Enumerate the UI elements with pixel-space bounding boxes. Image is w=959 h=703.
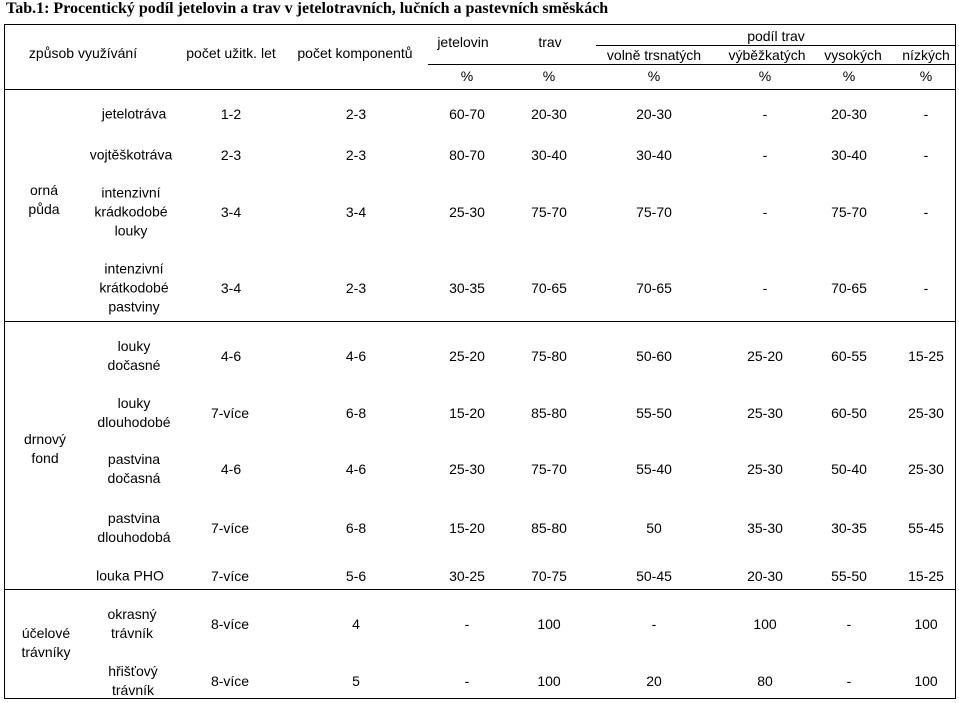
header-use: způsob využívání	[28, 45, 138, 61]
cell-clover: 60-70	[449, 106, 485, 122]
cell-tall: 30-35	[831, 520, 867, 536]
header-years: počet užitk. let	[186, 45, 276, 61]
cell-runner: 25-30	[747, 405, 783, 421]
cell-runner: -	[762, 204, 768, 220]
cell-grass: 85-80	[531, 405, 567, 421]
cell-grass: 85-80	[531, 520, 567, 536]
cell-grass: 30-40	[531, 147, 567, 163]
cell-years: 7-více	[210, 568, 250, 584]
row-name: louky dočasné	[107, 338, 161, 373]
cell-years: 8-více	[210, 616, 250, 632]
row-name: jetelotráva	[101, 105, 167, 122]
unit-grass: %	[542, 68, 556, 84]
row-name: vojtěškotráva	[89, 146, 173, 163]
cell-grass: 100	[537, 616, 561, 632]
cell-tall: 20-30	[831, 106, 867, 122]
unit-loose: %	[647, 68, 661, 84]
cell-runner: 25-20	[747, 348, 783, 364]
cell-clover: 15-20	[449, 520, 485, 536]
cell-years: 7-více	[210, 405, 250, 421]
cell-tall: 60-55	[831, 348, 867, 364]
cell-grass: 20-30	[531, 106, 567, 122]
cell-low: -	[923, 204, 929, 220]
cell-grass: 75-70	[531, 204, 567, 220]
cell-loose: 30-40	[636, 147, 672, 163]
cell-low: 25-30	[908, 405, 944, 421]
cell-years: 3-4	[220, 204, 242, 220]
cell-grass: 70-65	[531, 280, 567, 296]
header-loose: volně trsnatých	[606, 47, 702, 63]
header-low: nízkých	[902, 47, 950, 63]
cell-comp: 6-8	[345, 520, 367, 536]
row-name: louky dlouhodobé	[97, 395, 171, 430]
cell-years: 8-více	[210, 673, 250, 689]
cell-tall: -	[846, 673, 852, 689]
cell-grass: 100	[537, 673, 561, 689]
cell-tall: 50-40	[831, 461, 867, 477]
row-name: okrasný trávník	[107, 606, 157, 641]
row-name: intenzivní krátkodobé pastviny	[99, 260, 169, 315]
cell-tall: 60-50	[831, 405, 867, 421]
cell-low: -	[923, 280, 929, 296]
cell-runner: 100	[753, 616, 777, 632]
unit-clover: %	[460, 68, 474, 84]
cell-low: 55-45	[908, 520, 944, 536]
cell-low: 100	[914, 673, 938, 689]
header-grass-share: podíl trav	[747, 28, 805, 44]
header-grass: trav	[538, 34, 562, 50]
cell-clover: -	[464, 616, 470, 632]
cell-runner: -	[762, 147, 768, 163]
cell-clover: 25-30	[449, 461, 485, 477]
cell-tall: 75-70	[831, 204, 867, 220]
cell-comp: 2-3	[345, 106, 367, 122]
cell-grass: 75-80	[531, 348, 567, 364]
cell-tall: -	[846, 616, 852, 632]
table-title: Tab.1: Procentický podíl jetelovin a trav v jetelotravních, lučních a pastevních směskách	[6, 0, 609, 17]
cell-comp: 4	[352, 616, 360, 632]
cell-low: 15-25	[908, 348, 944, 364]
cell-years: 2-3	[220, 147, 242, 163]
unit-tall: %	[842, 68, 856, 84]
row-name: hřišťový trávník	[108, 663, 158, 698]
cell-loose: 20-30	[636, 106, 672, 122]
row-name: pastvina dočasná	[107, 451, 161, 486]
cell-loose: 75-70	[636, 204, 672, 220]
header-clover: jetelovin	[437, 34, 489, 50]
cell-clover: 30-35	[449, 280, 485, 296]
cell-runner: -	[762, 280, 768, 296]
cell-loose: -	[651, 616, 657, 632]
cell-years: 1-2	[220, 106, 242, 122]
cell-loose: 55-40	[636, 461, 672, 477]
cell-clover: -	[464, 673, 470, 689]
cell-low: -	[923, 147, 929, 163]
cell-tall: 55-50	[831, 568, 867, 584]
cell-comp: 5	[352, 673, 360, 689]
group-sod: drnový fond	[23, 431, 67, 466]
unit-low: %	[919, 68, 933, 84]
cell-comp: 3-4	[345, 204, 367, 220]
cell-loose: 70-65	[636, 280, 672, 296]
cell-runner: -	[762, 106, 768, 122]
cell-runner: 20-30	[747, 568, 783, 584]
cell-runner: 35-30	[747, 520, 783, 536]
cell-loose: 50-60	[636, 348, 672, 364]
cell-runner: 80	[757, 673, 773, 689]
cell-loose: 20	[646, 673, 662, 689]
group-arable: orná půda	[28, 182, 60, 217]
cell-tall: 30-40	[831, 147, 867, 163]
cell-clover: 25-20	[449, 348, 485, 364]
cell-comp: 4-6	[345, 348, 367, 364]
cell-low: 25-30	[908, 461, 944, 477]
cell-grass: 75-70	[531, 461, 567, 477]
row-name: pastvina dlouhodobá	[97, 510, 171, 545]
cell-comp: 6-8	[345, 405, 367, 421]
cell-years: 4-6	[220, 461, 242, 477]
cell-comp: 4-6	[345, 461, 367, 477]
unit-runner: %	[758, 68, 772, 84]
header-components: počet komponentů	[297, 45, 413, 61]
cell-low: -	[923, 106, 929, 122]
cell-comp: 5-6	[345, 568, 367, 584]
cell-loose: 50-45	[636, 568, 672, 584]
header-runner: výběžkatých	[728, 47, 806, 63]
row-name: louka PHO	[96, 567, 164, 584]
cell-low: 100	[914, 616, 938, 632]
cell-low: 15-25	[908, 568, 944, 584]
cell-years: 4-6	[220, 348, 242, 364]
cell-tall: 70-65	[831, 280, 867, 296]
cell-loose: 50	[646, 520, 662, 536]
header-tall: vysokých	[824, 47, 882, 63]
cell-comp: 2-3	[345, 280, 367, 296]
cell-comp: 2-3	[345, 147, 367, 163]
cell-years: 7-více	[210, 520, 250, 536]
cell-clover: 30-25	[449, 568, 485, 584]
cell-runner: 25-30	[747, 461, 783, 477]
cell-clover: 25-30	[449, 204, 485, 220]
cell-grass: 70-75	[531, 568, 567, 584]
cell-years: 3-4	[220, 280, 242, 296]
group-special: účelové trávníky	[21, 625, 71, 660]
cell-clover: 80-70	[449, 147, 485, 163]
cell-loose: 55-50	[636, 405, 672, 421]
cell-clover: 15-20	[449, 405, 485, 421]
row-name: intenzivní krádkodobé louky	[94, 184, 168, 239]
